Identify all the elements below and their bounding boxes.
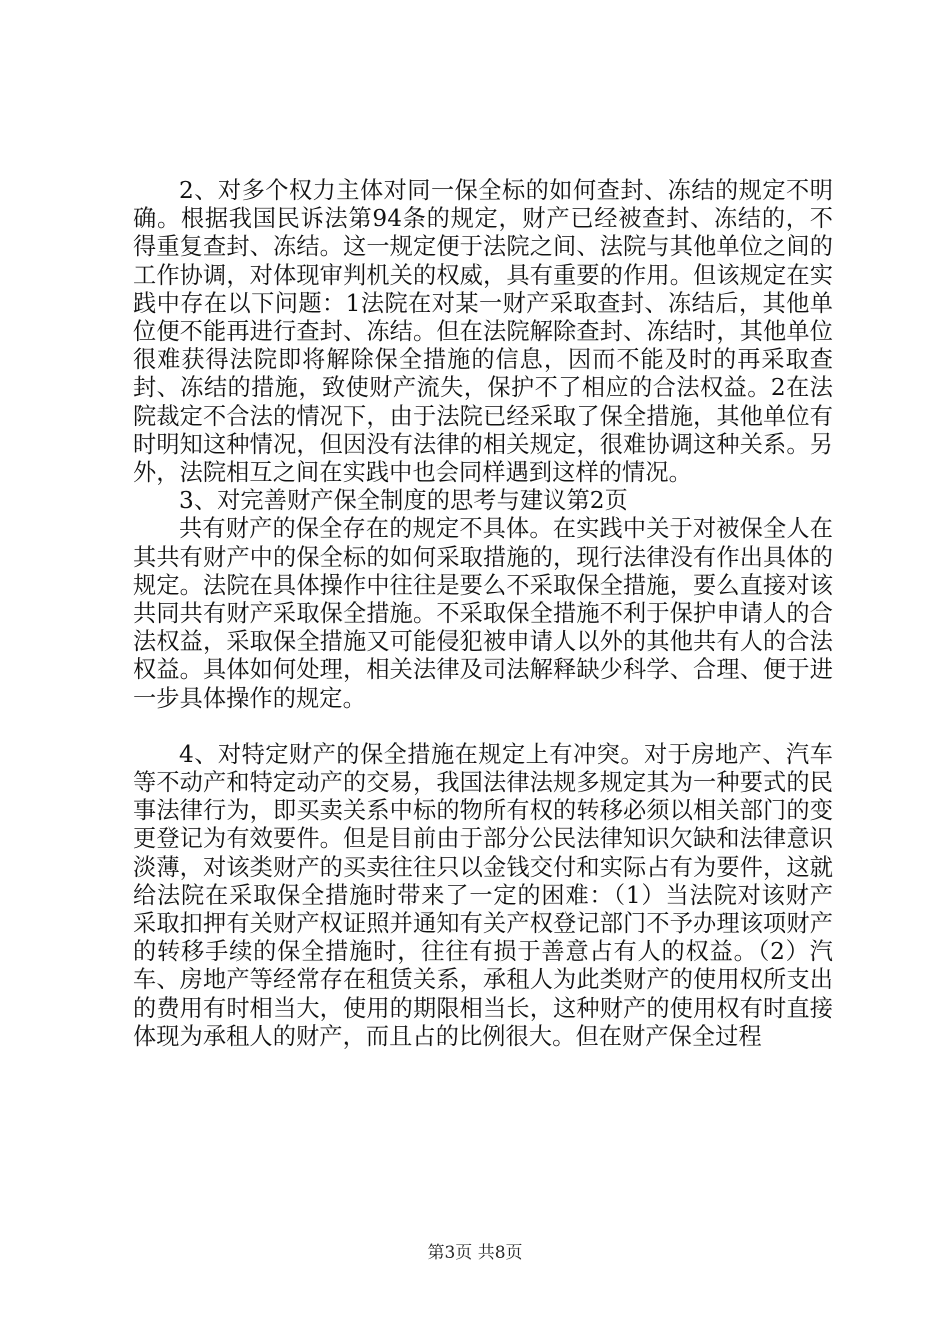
paragraph-4: 4、对特定财产的保全措施在规定上有冲突。对于房地产、汽车等不动产和特定动产的交易，我国法律法规多规定其为一种要式的民事法律行为，即买卖关系中标的物所有权的转移必须以相关部门的变更登记为有效要件。但是目前由于部分公民法律知识欠缺和法律意识淡薄，对该类财产的买卖往往只以金钱交付和实际占有为要件，这就给法院在采取保全措施时带来了一定的困难：（1）当法院对该财产采取扣押有关财产权证照并通知有关产权登记部门不予办理该项财产的转移手续的保全措施时，往往有损于善意占有人的权益。（2）汽车、房地产等经常存在租赁关系，承租人为此类财产的使用权所支出的费用有时相当大，使用的期限相当长，这种财产的使用权有时直接体现为承租人的财产，而且占的比例很大。但在财产保全过程 [133, 740, 833, 1050]
page-footer: 第3页 共8页 [427, 1243, 523, 1263]
paragraph-2: 2、对多个权力主体对同一保全标的如何查封、冻结的规定不明确。根据我国民诉法第94条的规定，财产已经被查封、冻结的，不得重复查封、冻结。这一规定便于法院之间、法院与其他单位之间的工作协调，对体现审判机关的权威，具有重要的作用。但该规定在实践中存在以下问题：1法院在对某一财产采取查封、冻结后，其他单位便不能再进行查封、冻结。但在法院解除查封、冻结时，其他单位很难获得法院即将解除保全措施的信息，因而不能及时的再采取查封、冻结的措施，致使财产流失，保护不了相应的合法权益。2在法院裁定不合法的情况下，由于法院已经采取了保全措施，其他单位有时明知这种情况，但因没有法律的相关规定，很难协调这种关系。另外，法院相互之间在实践中也会同样遇到这样的情况。 [133, 177, 833, 487]
paragraph-3-heading: 3、对完善财产保全制度的思考与建议第2页 [179, 487, 628, 515]
document-body [133, 177, 833, 1051]
paragraph-joint-property: 共有财产的保全存在的规定不具体。在实践中关于对被保全人在其共有财产中的保全标的如何采取措施的，现行法律没有作出具体的规定。法院在具体操作中往往是要么不采取保全措施，要么直接对该共同共有财产采取保全措施。不采取保全措施不利于保护申请人的合法权益，采取保全措施又可能侵犯被申请人以外的其他共有人的合法权益。具体如何处理，相关法律及司法解释缺少科学、合理、便于进一步具体操作的规定。 [133, 515, 833, 712]
